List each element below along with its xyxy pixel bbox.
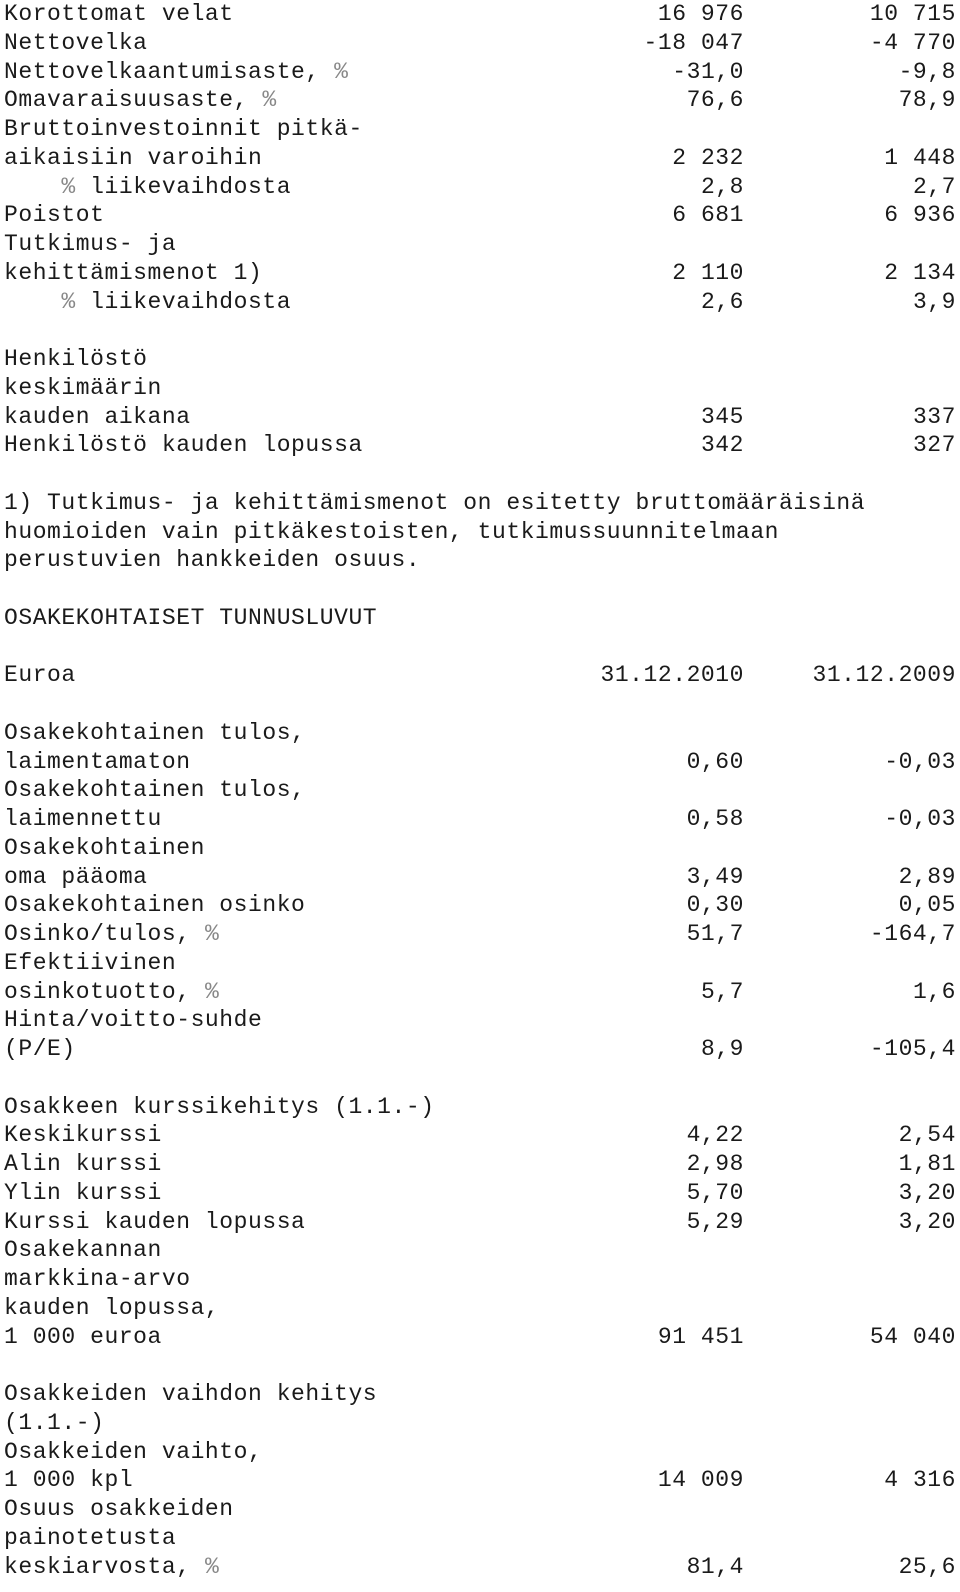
value-2010: 16 976 xyxy=(657,1,744,27)
value-2009: 0,05 xyxy=(898,892,956,919)
text-line xyxy=(0,891,960,920)
text-line xyxy=(0,1553,960,1582)
value-2009: 6 936 xyxy=(884,202,956,229)
value-2010: 0,60 xyxy=(686,748,744,775)
text-line xyxy=(0,1121,960,1150)
text-line xyxy=(0,719,960,748)
line-label: Henkilöstö kauden lopussa xyxy=(4,432,363,459)
text-line xyxy=(0,489,960,518)
text-line xyxy=(0,345,960,374)
text-line xyxy=(0,920,960,949)
text-line xyxy=(0,86,960,115)
value-2010: 2,8 xyxy=(700,173,744,200)
value-2010: 4,22 xyxy=(686,1122,744,1149)
value-2010: 5,29 xyxy=(686,1208,744,1235)
value-2009: -0,03 xyxy=(884,748,956,775)
line-label: Osakekohtainen tulos, xyxy=(4,777,306,804)
value-2010: 2 110 xyxy=(672,259,744,286)
percent-sign: % xyxy=(334,58,349,85)
text-line xyxy=(0,316,960,345)
value-2010: -18 047 xyxy=(643,29,744,56)
line-label: Osuus osakkeiden xyxy=(4,1496,234,1522)
text-line xyxy=(0,1380,960,1409)
value-2010: 5,70 xyxy=(686,1179,744,1206)
value-2009: 3,20 xyxy=(898,1179,956,1206)
value-2009: 1,81 xyxy=(898,1151,956,1177)
text-line xyxy=(0,1524,960,1553)
text-line xyxy=(0,1150,960,1179)
text-line xyxy=(0,201,960,230)
text-line xyxy=(0,805,960,834)
line-label: Bruttoinvestoinnit pitkä- xyxy=(4,116,363,142)
line-label: Osakekohtainen osinko xyxy=(4,892,306,919)
value-2009: 3,20 xyxy=(898,1208,956,1235)
line-label: Osakekohtainen xyxy=(4,834,205,861)
line-label: Osakkeiden vaihto, xyxy=(4,1438,263,1465)
text-line xyxy=(0,748,960,777)
percent-sign: % xyxy=(262,87,277,114)
line-label: laimennettu xyxy=(4,806,162,832)
line-label: Osinko/tulos, % xyxy=(4,921,220,947)
line-label: Osakekohtainen tulos, xyxy=(4,719,306,746)
value-2010: 3,49 xyxy=(686,863,744,890)
line-label: 1 000 kpl xyxy=(4,1467,134,1494)
value-2009: 2,89 xyxy=(898,863,956,890)
line-label: aikaisiin varoihin xyxy=(4,144,263,171)
text-line xyxy=(0,546,960,575)
text-line xyxy=(0,604,960,633)
line-label: Omavaraisuusaste, % xyxy=(4,87,277,114)
line-label: Hinta/voitto-suhde xyxy=(4,1007,263,1034)
line-label: Henkilöstö xyxy=(4,346,148,372)
value-2010: 0,30 xyxy=(686,892,744,919)
text-line xyxy=(0,1495,960,1524)
text-line xyxy=(0,978,960,1007)
line-label: Efektiivinen xyxy=(4,949,177,976)
value-2009: 1,6 xyxy=(912,978,956,1005)
value-2009: -105,4 xyxy=(869,1036,956,1062)
value-2010: 0,58 xyxy=(686,806,744,832)
line-label: Kurssi kauden lopussa xyxy=(4,1208,306,1235)
line-label: Alin kurssi xyxy=(4,1151,162,1177)
line-label: osinkotuotto, % xyxy=(4,978,220,1005)
text-line xyxy=(0,518,960,547)
text-line xyxy=(0,1035,960,1064)
value-2010: 51,7 xyxy=(686,921,744,947)
value-2010: 14 009 xyxy=(657,1467,744,1494)
line-label: Ylin kurssi xyxy=(4,1179,162,1206)
percent-sign: % xyxy=(204,921,220,947)
text-line xyxy=(0,1466,960,1495)
line-label: kauden aikana xyxy=(4,403,191,430)
text-line xyxy=(0,1208,960,1237)
value-2009: -164,7 xyxy=(869,921,956,947)
line-label: Euroa xyxy=(4,662,76,689)
value-2009: 10 715 xyxy=(869,1,956,27)
value-2010: 345 xyxy=(700,403,744,430)
line-label: % liikevaihdosta xyxy=(61,288,292,315)
percent-sign: % xyxy=(204,978,220,1005)
line-label: Osakkeiden vaihdon kehitys xyxy=(4,1381,378,1407)
line-label: keskiarvosta, % xyxy=(4,1553,220,1580)
text-line xyxy=(0,1294,960,1323)
line-label: (1.1.-) xyxy=(4,1409,105,1436)
line-label: painotetusta xyxy=(4,1524,177,1551)
text-line xyxy=(0,460,960,489)
value-2009: 337 xyxy=(912,403,956,430)
value-2010: -31,0 xyxy=(672,58,744,85)
value-2010: 8,9 xyxy=(700,1036,744,1062)
value-2010: 2,6 xyxy=(700,288,744,315)
text-line xyxy=(0,403,960,432)
text-line xyxy=(0,575,960,604)
text-line xyxy=(0,1323,960,1352)
value-2009: 2,54 xyxy=(898,1122,956,1149)
value-2010: 91 451 xyxy=(657,1323,744,1350)
value-2010: 2 232 xyxy=(672,144,744,171)
text-line xyxy=(0,58,960,87)
line-label: 1 000 euroa xyxy=(4,1323,162,1350)
text-line xyxy=(0,1438,960,1467)
text-line xyxy=(0,1265,960,1294)
text-line xyxy=(0,1236,960,1265)
value-2009: 25,6 xyxy=(898,1553,956,1580)
text-line xyxy=(0,1006,960,1035)
line-label: markkina-arvo xyxy=(4,1266,191,1292)
value-2010: 76,6 xyxy=(686,87,744,114)
value-2010: 342 xyxy=(700,432,744,459)
line-label: Nettovelkaantumisaste, % xyxy=(4,58,349,85)
value-2010: 6 681 xyxy=(672,202,744,229)
line-label: (P/E) xyxy=(4,1036,76,1062)
value-2009: 3,9 xyxy=(912,288,956,315)
value-2009: 2 134 xyxy=(884,259,956,286)
text-line xyxy=(0,230,960,259)
text-line xyxy=(0,834,960,863)
text-line xyxy=(0,690,960,719)
text-line xyxy=(0,863,960,892)
text-line xyxy=(0,431,960,460)
line-label: Keskikurssi xyxy=(4,1122,162,1149)
text-line xyxy=(0,776,960,805)
text-line xyxy=(0,259,960,288)
value-2009: 78,9 xyxy=(898,87,956,114)
line-label: huomioiden vain pitkäkestoisten, tutkimussuunnitelmaan xyxy=(4,518,780,545)
line-label: Poistot xyxy=(4,202,105,229)
percent-sign: % xyxy=(61,173,76,200)
line-label: Nettovelka xyxy=(4,29,148,56)
text-line xyxy=(0,144,960,173)
text-line xyxy=(0,1351,960,1380)
text-line xyxy=(0,29,960,58)
line-label: perustuvien hankkeiden osuus. xyxy=(4,547,421,574)
value-2010: 81,4 xyxy=(686,1553,744,1580)
line-label: OSAKEKOHTAISET TUNNUSLUVUT xyxy=(4,604,378,631)
value-2009: 1 448 xyxy=(884,144,956,171)
line-label: Osakekannan xyxy=(4,1237,162,1264)
value-2010: 31.12.2010 xyxy=(600,662,744,689)
percent-sign: % xyxy=(204,1553,220,1580)
value-2009: -9,8 xyxy=(898,58,956,85)
line-label: kehittämismenot 1) xyxy=(4,259,263,286)
line-label: Korottomat velat xyxy=(4,1,234,27)
percent-sign: % xyxy=(61,288,76,315)
line-label: 1) Tutkimus- ja kehittämismenot on esitetty bruttomääräisinä xyxy=(4,489,866,516)
value-2009: 31.12.2009 xyxy=(812,662,956,689)
line-label: oma pääoma xyxy=(4,863,148,890)
value-2009: -4 770 xyxy=(869,29,956,56)
text-line xyxy=(0,173,960,202)
line-label: Osakkeen kurssikehitys (1.1.-) xyxy=(4,1093,435,1120)
text-line xyxy=(0,1179,960,1208)
value-2009: 2,7 xyxy=(912,173,956,200)
line-label: keskimäärin xyxy=(4,374,162,401)
value-2009: -0,03 xyxy=(884,806,956,832)
value-2010: 2,98 xyxy=(686,1151,744,1177)
line-label: laimentamaton xyxy=(4,748,191,775)
line-label: % liikevaihdosta xyxy=(61,173,292,200)
text-line xyxy=(0,288,960,317)
value-2009: 327 xyxy=(912,432,956,459)
text-line xyxy=(0,0,960,29)
text-line xyxy=(0,1093,960,1122)
value-2010: 5,7 xyxy=(700,978,744,1005)
text-line xyxy=(0,374,960,403)
value-2009: 54 040 xyxy=(869,1323,956,1350)
line-label: Tutkimus- ja xyxy=(4,231,177,257)
text-line xyxy=(0,633,960,662)
text-line xyxy=(0,115,960,144)
text-line xyxy=(0,949,960,978)
text-line xyxy=(0,1064,960,1093)
value-2009: 4 316 xyxy=(884,1467,956,1494)
text-line xyxy=(0,1409,960,1438)
text-line xyxy=(0,661,960,690)
line-label: kauden lopussa, xyxy=(4,1294,220,1321)
